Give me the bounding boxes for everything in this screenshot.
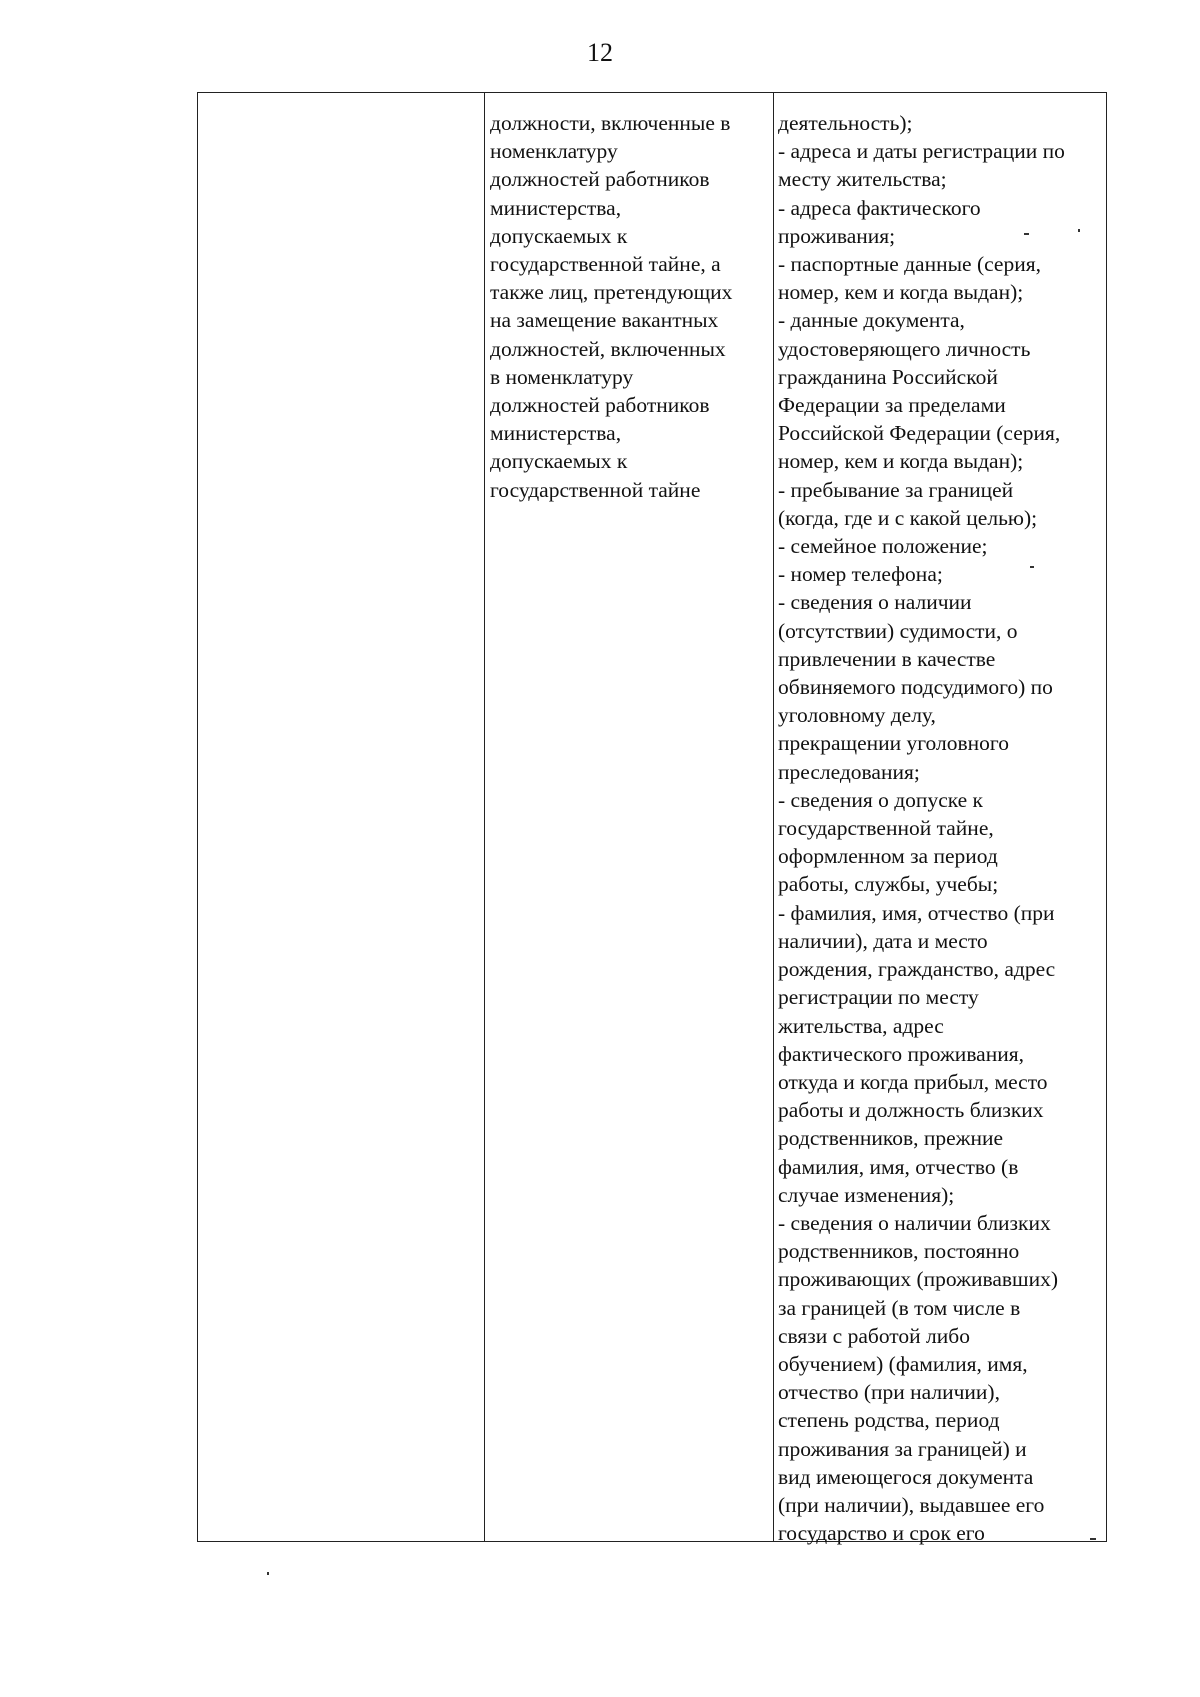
scan-speck — [1090, 1538, 1096, 1540]
data-table — [197, 92, 1107, 1546]
column-divider — [484, 93, 485, 1541]
column-divider — [773, 93, 774, 1541]
scan-speck — [1024, 233, 1029, 235]
page-number: 12 — [587, 38, 613, 67]
table-cell-position-description: должности, включенные в номенклатуру должностей работников министерства, допускаемых к государственной тайне, а также лиц, претендующих на замещение вакантных должностей, включенных в номенклатуру должностей работников министерства, допускаемых к государственной тайне — [490, 111, 733, 502]
scan-speck — [1030, 566, 1034, 568]
scan-speck — [1078, 229, 1080, 232]
scan-speck — [267, 1572, 269, 1575]
table-cell-personal-data-list: деятельность); - адреса и даты регистрации по месту жительства; - адреса фактического проживания; - паспортные данные (серия, номер, кем и когда выдан); - данные документа, удостоверяющего личность гражданина Российской Федерации за пределами Российской Федерации (серия, номер, кем и когда выдан); - пребывание за границей (когда, где и с какой целью); - семейное положение; - номер телефона; - сведения о наличии (отсутствии) судимости, о привлечении в качестве обвиняемого подсудимого) по уголовному делу, прекращении уголовного преследования; - сведения о допуске к государственной тайне, оформленном за период работы, службы, учебы; - фамилия, имя, отчество (при наличии), дата и место рождения, гражданство, адрес регистрации по месту жительства, адрес фактического проживания, откуда и когда прибыл, место работы и должность близких родственников, прежние фамилия, имя, отчество (в случае изменения); - сведения о наличии близких родственников, постоянно проживающих (проживавших) за границей (в том числе в связи с работой либо обучением) (фамилия, имя, отчество (при наличии), степень родства, период проживания за границей) и вид имеющегося документа (при наличии), выдавшее его государство и срок его — [778, 111, 1065, 1546]
